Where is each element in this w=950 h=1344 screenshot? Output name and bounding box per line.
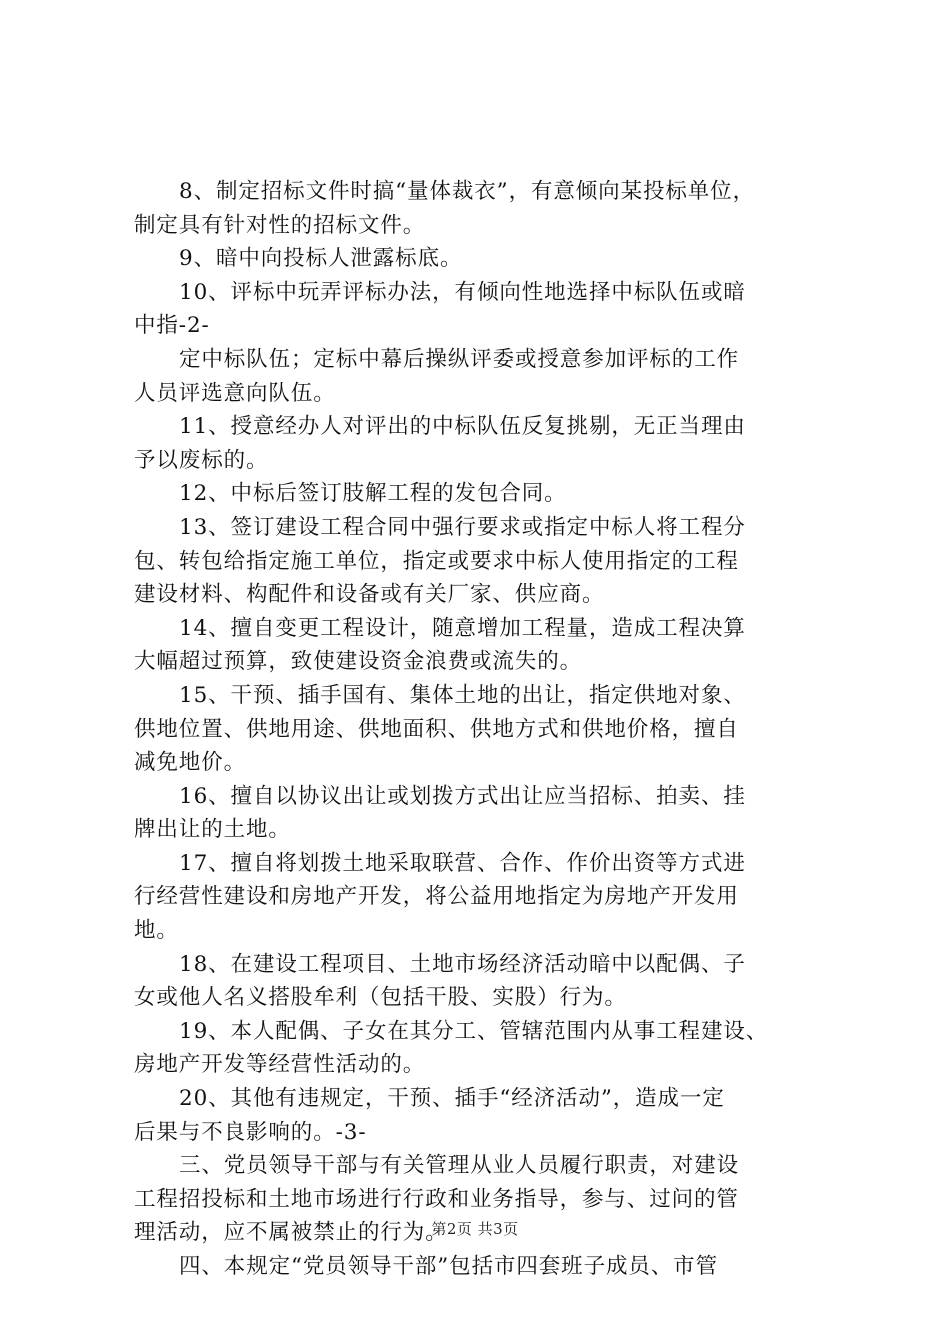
text-line: 减免地价。 (134, 750, 247, 776)
text-line: 17、擅自将划拨土地采取联营、合作、作价出资等方式进 (179, 850, 746, 876)
text-line: 13、签订建设工程合同中强行要求或指定中标人将工程分 (179, 514, 746, 540)
text-line: 9、暗中向投标人泄露标底。 (179, 246, 463, 272)
text-line: 中指-2- (134, 313, 210, 339)
text-line: 18、在建设工程项目、土地市场经济活动暗中以配偶、子 (179, 951, 746, 977)
text-line: 11、授意经办人对评出的中标队伍反复挑剔，无正当理由 (179, 414, 746, 440)
text-line: 四、本规定“党员领导干部”包括市四套班子成员、市管 (179, 1254, 718, 1279)
text-line: 房地产开发等经营性活动的。 (134, 1052, 426, 1078)
text-line: 供地位置、供地用途、供地面积、供地方式和供地价格，擅自 (134, 716, 739, 742)
text-line: 牌出让的土地。 (134, 817, 291, 843)
text-line: 后果与不良影响的。-3- (134, 1119, 367, 1145)
text-line: 制定具有针对性的招标文件。 (134, 212, 426, 238)
page-footer: 第2页 共3页 (431, 1220, 519, 1238)
text-line: 20、其他有违规定，干预、插手“经济活动”，造成一定 (179, 1086, 725, 1112)
text-line: 16、擅自以协议出让或划拨方式出让应当招标、拍卖、挂 (179, 783, 746, 809)
text-line: 女或他人名义搭股牟利（包括干股、实股）行为。 (134, 985, 627, 1011)
text-line: 14、擅自变更工程设计，随意增加工程量，造成工程决算 (179, 615, 746, 641)
text-line: 予以废标的。 (134, 447, 269, 473)
text-line: 15、干预、插手国有、集体土地的出让，指定供地对象、 (179, 682, 746, 708)
text-line: 建设材料、构配件和设备或有关厂家、供应商。 (134, 582, 605, 608)
text-line: 19、本人配偶、子女在其分工、管辖范围内从事工程建设、 (179, 1018, 769, 1044)
text-line: 人员评选意向队伍。 (134, 380, 336, 406)
text-line: 10、评标中玩弄评标办法，有倾向性地选择中标队伍或暗 (179, 279, 746, 305)
text-line: 12、中标后签订肢解工程的发包合同。 (179, 481, 567, 507)
text-line: 地。 (134, 918, 179, 944)
text-line: 定中标队伍；定标中幕后操纵评委或授意参加评标的工作 (179, 346, 740, 372)
text-line: 行经营性建设和房地产开发，将公益用地指定为房地产开发用 (134, 884, 739, 910)
text-line: 8、制定招标文件时搞“量体裁衣”，有意倾向某投标单位， (179, 179, 755, 204)
document-body (134, 175, 846, 1284)
text-line: 理活动，应不属被禁止的行为。 (134, 1220, 448, 1246)
text-line: 大幅超过预算，致使建设资金浪费或流失的。 (134, 649, 583, 675)
text-line: 工程招投标和土地市场进行行政和业务指导，参与、过问的管 (134, 1186, 739, 1212)
text-line: 包、转包给指定施工单位，指定或要求中标人使用指定的工程 (134, 548, 739, 574)
text-line: 三、党员领导干部与有关管理从业人员履行职责，对建设 (179, 1153, 740, 1179)
